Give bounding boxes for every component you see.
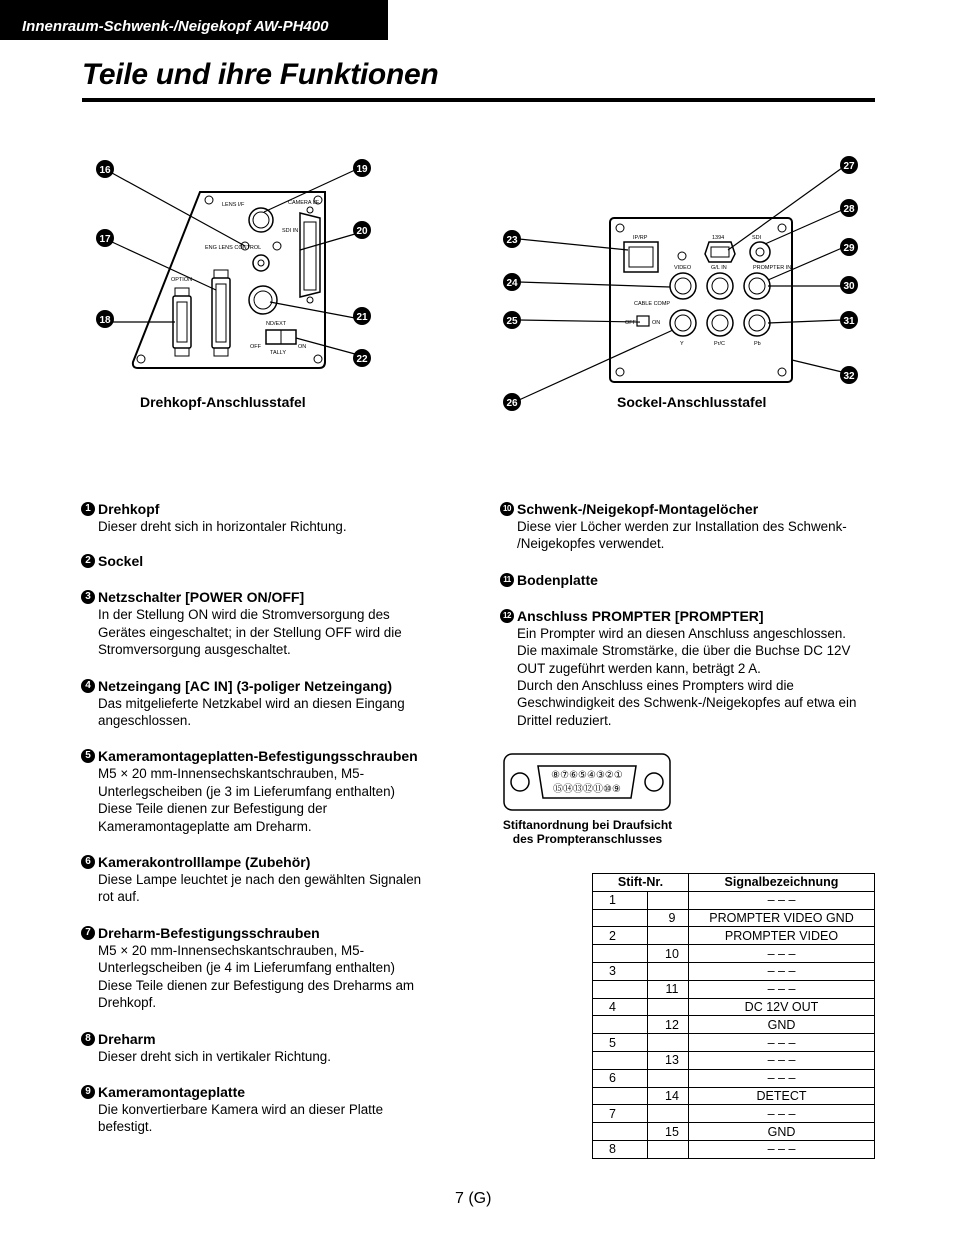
- pin-number-cell-alt: 14: [648, 1087, 689, 1105]
- base-panel-caption: Sockel-Anschlusstafel: [617, 394, 767, 410]
- callout-28: 28: [843, 204, 855, 215]
- item-number-badge: 10: [500, 502, 514, 516]
- pin-number-cell: [593, 980, 648, 998]
- item-number-badge: 4: [81, 679, 95, 693]
- pin-number-cell: 4: [593, 998, 648, 1016]
- table-row: [593, 1105, 875, 1123]
- connector-caption: [480, 818, 695, 846]
- callout-29: 29: [843, 243, 855, 254]
- label-off: OFF: [625, 320, 636, 326]
- column-header-signal: Signalbezeichnung: [689, 874, 875, 892]
- table-row: [593, 927, 875, 945]
- table-row: [593, 1069, 875, 1087]
- pin-number-cell-alt: [648, 1105, 689, 1123]
- label-prompter-in: PROMPTER IN: [753, 265, 792, 271]
- connection-panels-diagram: [0, 140, 954, 420]
- pin-number-cell-alt: 11: [648, 980, 689, 998]
- item-12: [500, 607, 885, 729]
- item-1: [81, 500, 461, 535]
- item-title: Anschluss PROMPTER [PROMPTER]: [517, 607, 764, 624]
- column-header-pin: Stift-Nr.: [593, 874, 689, 892]
- signal-name-cell: – – –: [689, 1140, 875, 1158]
- signal-name-cell: DC 12V OUT: [689, 998, 875, 1016]
- item-body: Ein Prompter wird an diesen Anschluss angeschlossen. Die maximale Stromstärke, die über die Buchse DC 12V OUT zugeführt werden kann, beträgt 2 A. Durch den Anschluss eines Prompters wird die Geschwindigkeit des Schwenk-/Neigekopfes auf etwa ein Drittel reduziert.: [517, 625, 857, 728]
- callout-24: 24: [506, 278, 518, 289]
- pin-number-cell-alt: [648, 1034, 689, 1052]
- pan-head-panel-caption: Drehkopf-Anschlusstafel: [140, 394, 306, 410]
- pin-number-cell: [593, 1051, 648, 1069]
- pin-number-cell-alt: 9: [648, 909, 689, 927]
- pin-number-cell: 1: [593, 891, 648, 909]
- pin-number-cell: [593, 1016, 648, 1034]
- item-body: Die konvertierbare Kamera wird an dieser Platte befestigt.: [98, 1101, 384, 1135]
- item-9: [81, 1083, 461, 1136]
- item-body: M5 × 20 mm-Innensechskantschrauben, M5- Unterlegscheiben (je 4 im Lieferumfang enthalten) Diese Teile dienen zur Befestigung des Dreharms am Drehkopf.: [98, 942, 415, 1011]
- pan-head-panel-labels: [171, 200, 320, 356]
- label-on: ON: [652, 320, 661, 326]
- item-6: [81, 853, 461, 906]
- header-text: Innenraum-Schwenk-/Neigekopf AW-PH400: [22, 18, 329, 35]
- table-row: [593, 1123, 875, 1141]
- signal-name-cell: PROMPTER VIDEO: [689, 927, 875, 945]
- item-title: Kamerakontrolllampe (Zubehör): [98, 854, 311, 871]
- item-body: Dieser dreht sich in vertikaler Richtung.: [98, 1048, 331, 1064]
- item-3: [81, 588, 461, 658]
- item-4: [81, 677, 461, 730]
- label-cable-comp: CABLE COMP: [634, 301, 671, 307]
- callout-22: 22: [356, 354, 368, 365]
- pin-number-cell-alt: [648, 891, 689, 909]
- item-body: M5 × 20 mm-Innensechskantschrauben, M5- Unterlegscheiben (je 3 im Lieferumfang enthalten) Diese Teile dienen zur Befestigung der Kameramontageplatte am Dreharm.: [98, 766, 395, 834]
- pan-head-callouts: [96, 159, 371, 367]
- table-row: [593, 1016, 875, 1034]
- callout-20: 20: [356, 226, 368, 237]
- callout-19: 19: [356, 164, 368, 175]
- item-7: [81, 924, 461, 1012]
- label-option: OPTION: [171, 277, 193, 283]
- item-number-badge: 12: [500, 609, 514, 623]
- table-row: [593, 909, 875, 927]
- pin-number-cell: [593, 909, 648, 927]
- table-row: [593, 891, 875, 909]
- pin-number-cell: [593, 1123, 648, 1141]
- signal-name-cell: – – –: [689, 1105, 875, 1123]
- pin-assignment-table: [592, 873, 875, 1159]
- base-panel: [610, 218, 792, 382]
- table-row: [593, 998, 875, 1016]
- pin-number-cell: 6: [593, 1069, 648, 1087]
- label-camera-if: CAMERA I/F: [288, 200, 320, 206]
- callout-16: 16: [99, 165, 111, 176]
- table-row: [593, 980, 875, 998]
- label-sdi-in: SDI IN: [282, 228, 299, 234]
- signal-name-cell: GND: [689, 1123, 875, 1141]
- callout-25: 25: [506, 316, 518, 327]
- item-10: [500, 500, 885, 553]
- item-body: Diese vier Löcher werden zur Installation des Schwenk- /Neigekopfes verwendet.: [517, 519, 847, 552]
- item-title: Dreharm-Befestigungsschrauben: [98, 924, 320, 941]
- table-row: [593, 1034, 875, 1052]
- label-sdi: SDI: [752, 235, 762, 241]
- item-number-badge: 3: [81, 590, 95, 604]
- label-1394: 1394: [712, 235, 725, 241]
- label-y: Y: [680, 341, 684, 347]
- label-video: VIDEO: [674, 265, 692, 271]
- item-body: Dieser dreht sich in horizontaler Richtung.: [98, 519, 347, 534]
- callout-21: 21: [356, 312, 368, 323]
- pan-head-leader-lines: [112, 170, 355, 354]
- label-lens-if: LENS I/F: [222, 202, 245, 208]
- item-number-badge: 6: [81, 855, 95, 869]
- pin-number-cell: [593, 945, 648, 963]
- item-number-badge: 8: [81, 1032, 95, 1046]
- signal-name-cell: – – –: [689, 945, 875, 963]
- connector-pins-bottom-row: ⑮⑭⑬⑫⑪⑩⑨: [553, 784, 621, 795]
- item-body: In der Stellung ON wird die Stromversorgung des Gerätes eingeschaltet; in der Stellung OFF wird die Stromversorgung ausgeschaltet.: [98, 607, 402, 658]
- pin-number-cell: 3: [593, 962, 648, 980]
- item-title: Netzschalter [POWER ON/OFF]: [98, 589, 305, 606]
- callout-31: 31: [843, 316, 855, 327]
- item-title: Drehkopf: [98, 501, 160, 517]
- pin-number-cell-alt: 10: [648, 945, 689, 963]
- connector-caption-line2: des Prompteranschlusses: [512, 832, 663, 846]
- item-title: Sockel: [98, 553, 144, 570]
- callout-32: 32: [843, 371, 855, 382]
- table-row: [593, 945, 875, 963]
- item-title: Netzeingang [AC IN] (3-poliger Netzeingang): [98, 677, 392, 694]
- item-number-badge: 2: [81, 554, 95, 568]
- header-bar: [0, 0, 388, 40]
- signal-name-cell: – – –: [689, 1069, 875, 1087]
- callout-26: 26: [506, 398, 518, 409]
- item-number-badge: 7: [81, 926, 95, 940]
- label-eng-lens-control: ENG LENS CONTROL: [205, 245, 262, 251]
- signal-name-cell: – – –: [689, 1051, 875, 1069]
- base-leader-lines: [519, 168, 842, 400]
- left-item-list: [81, 500, 461, 1136]
- item-2: [81, 552, 461, 570]
- signal-name-cell: – – –: [689, 1034, 875, 1052]
- item-title: Bodenplatte: [517, 571, 598, 588]
- signal-name-cell: GND: [689, 1016, 875, 1034]
- item-title: Kameramontageplatte: [98, 1083, 246, 1100]
- callout-17: 17: [99, 234, 111, 245]
- label-tally-on: ON: [298, 344, 307, 350]
- page-title: Teile und ihre Funktionen: [82, 58, 439, 91]
- pin-number-cell: 7: [593, 1105, 648, 1123]
- signal-name-cell: DETECT: [689, 1087, 875, 1105]
- pin-number-cell-alt: [648, 1069, 689, 1087]
- item-8: [81, 1030, 461, 1065]
- pan-head-panel: [133, 192, 325, 368]
- page-number: 7 (G): [455, 1190, 492, 1207]
- item-body: Diese Lampe leuchtet je nach den gewählten Signalen rot auf.: [98, 872, 422, 905]
- right-item-list: [500, 500, 885, 729]
- prompter-connector-diagram: [500, 752, 676, 814]
- item-title: Schwenk-/Neigekopf-Montagelöcher: [517, 501, 759, 517]
- label-tally: TALLY: [270, 350, 286, 356]
- table-row: [593, 1051, 875, 1069]
- pin-number-cell: 8: [593, 1140, 648, 1158]
- item-number-badge: 11: [500, 573, 514, 587]
- item-number-badge: 5: [81, 749, 95, 763]
- table-row: [593, 1140, 875, 1158]
- item-11: [500, 571, 885, 589]
- table-row: [593, 962, 875, 980]
- item-5: [81, 747, 461, 835]
- label-tally-off: OFF: [250, 344, 261, 350]
- connector-pins-top-row: ⑧⑦⑥⑤④③②①: [551, 770, 623, 781]
- pin-table-body: [593, 891, 875, 1158]
- pin-number-cell-alt: [648, 962, 689, 980]
- pin-number-cell-alt: [648, 927, 689, 945]
- signal-name-cell: – – –: [689, 962, 875, 980]
- pin-number-cell-alt: 15: [648, 1123, 689, 1141]
- title-rule: [82, 98, 875, 102]
- item-title: Dreharm: [98, 1030, 156, 1047]
- label-pr-c: Pr/C: [714, 341, 725, 347]
- callout-27: 27: [843, 161, 855, 172]
- pin-number-cell: 5: [593, 1034, 648, 1052]
- table-row: [593, 1087, 875, 1105]
- callout-18: 18: [99, 315, 111, 326]
- label-nd-ext: ND/EXT: [266, 321, 287, 327]
- pin-number-cell-alt: 12: [648, 1016, 689, 1034]
- pin-number-cell: 2: [593, 927, 648, 945]
- signal-name-cell: – – –: [689, 891, 875, 909]
- signal-name-cell: PROMPTER VIDEO GND: [689, 909, 875, 927]
- item-title: Kameramontageplatten-Befestigungsschrauben: [98, 748, 418, 765]
- label-pb: Pb: [754, 341, 761, 347]
- pin-number-cell-alt: 13: [648, 1051, 689, 1069]
- pin-number-cell-alt: [648, 1140, 689, 1158]
- item-number-badge: 9: [81, 1085, 95, 1099]
- callout-23: 23: [506, 235, 518, 246]
- signal-name-cell: – – –: [689, 980, 875, 998]
- connector-caption-line1: Stiftanordnung bei Draufsicht: [502, 818, 673, 832]
- label-ip-rp: IP/RP: [633, 235, 648, 241]
- table-header-row: [593, 874, 875, 892]
- pin-number-cell: [593, 1087, 648, 1105]
- label-gl-in: G/L IN: [711, 265, 727, 271]
- callout-30: 30: [843, 281, 855, 292]
- item-number-badge: 1: [81, 502, 95, 516]
- pin-number-cell-alt: [648, 998, 689, 1016]
- item-body: Das mitgelieferte Netzkabel wird an diesen Eingang angeschlossen.: [98, 695, 405, 729]
